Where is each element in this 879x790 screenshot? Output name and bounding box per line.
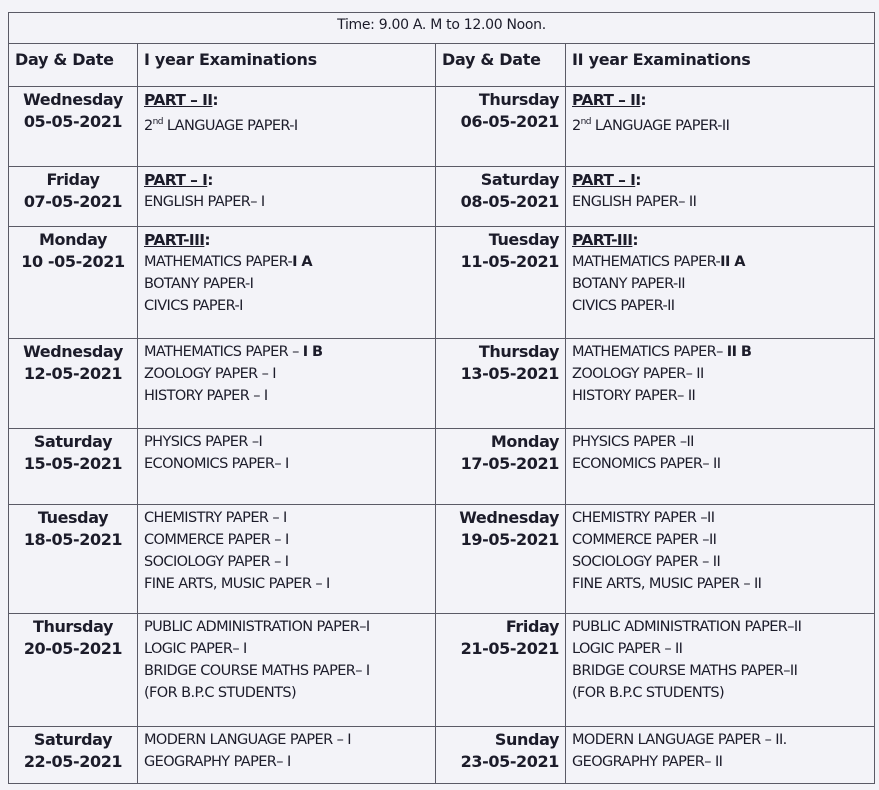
subject-line bbox=[144, 191, 429, 213]
subject-line bbox=[144, 638, 429, 660]
subject-line bbox=[572, 111, 868, 137]
subject-line bbox=[144, 682, 429, 704]
exam-subjects-cell bbox=[138, 167, 436, 227]
colon: : bbox=[632, 231, 639, 249]
subject-line bbox=[572, 229, 868, 251]
paper-code: II A bbox=[720, 254, 745, 270]
exam-date: 19-05-2021 bbox=[460, 530, 559, 549]
subject-text: GEOGRAPHY PAPER– I bbox=[144, 754, 291, 770]
paper-code: I A bbox=[292, 254, 313, 270]
exam-date-cell bbox=[9, 614, 138, 727]
subject-line bbox=[572, 507, 868, 529]
subject-line bbox=[144, 660, 429, 682]
table-row bbox=[9, 505, 875, 614]
subject-text: HISTORY PAPER– II bbox=[572, 388, 696, 404]
part-heading: PART-III bbox=[144, 231, 205, 249]
exam-date-cell bbox=[9, 727, 138, 784]
subject-line bbox=[572, 431, 868, 453]
exam-day: Sunday bbox=[494, 730, 559, 749]
exam-subjects-cell bbox=[566, 167, 875, 227]
subject-text: MATHEMATICS PAPER – bbox=[144, 344, 303, 360]
exam-day: Wednesday bbox=[23, 90, 123, 109]
exam-subjects-cell bbox=[138, 87, 436, 167]
exam-date-cell bbox=[9, 227, 138, 339]
subject-line bbox=[144, 295, 429, 317]
subject-line bbox=[572, 251, 868, 273]
exam-date: 18-05-2021 bbox=[23, 530, 123, 549]
exam-date: 06-05-2021 bbox=[460, 112, 559, 131]
subject-text: (FOR B.P.C STUDENTS) bbox=[572, 685, 725, 701]
subject-line bbox=[144, 251, 429, 273]
exam-subjects-cell bbox=[566, 227, 875, 339]
exam-date: 13-05-2021 bbox=[460, 364, 559, 383]
table-row bbox=[9, 614, 875, 727]
exam-date-cell bbox=[9, 429, 138, 505]
subject-line bbox=[572, 551, 868, 573]
header-day-date-1: Day & Date bbox=[9, 44, 138, 87]
exam-date: 11-05-2021 bbox=[460, 252, 559, 271]
exam-date: 17-05-2021 bbox=[460, 454, 559, 473]
exam-day: Friday bbox=[46, 170, 100, 189]
subject-text: LOGIC PAPER– I bbox=[144, 641, 247, 657]
exam-date: 12-05-2021 bbox=[23, 364, 123, 383]
subject-text: MATHEMATICS PAPER- bbox=[144, 254, 293, 270]
subject-line bbox=[572, 638, 868, 660]
exam-day: Thursday bbox=[478, 342, 559, 361]
exam-day: Thursday bbox=[32, 617, 114, 636]
subject-text: MODERN LANGUAGE PAPER – II. bbox=[572, 732, 787, 748]
subject-text: BOTANY PAPER-II bbox=[572, 276, 685, 292]
exam-subjects-cell bbox=[566, 505, 875, 614]
subject-text: ECONOMICS PAPER– II bbox=[572, 456, 721, 472]
part-heading: PART – II bbox=[572, 91, 641, 109]
subject-text: MATHEMATICS PAPER– bbox=[572, 344, 727, 360]
subject-line bbox=[144, 729, 429, 751]
exam-date: 22-05-2021 bbox=[23, 752, 123, 771]
subject-line bbox=[572, 729, 868, 751]
exam-date-cell bbox=[436, 614, 566, 727]
subject-text: CIVICS PAPER-II bbox=[572, 298, 675, 314]
exam-date-cell bbox=[436, 227, 566, 339]
exam-date-cell bbox=[9, 339, 138, 429]
subject-text: HISTORY PAPER – I bbox=[144, 388, 268, 404]
subject-line bbox=[144, 111, 429, 137]
exam-date: 08-05-2021 bbox=[460, 192, 559, 211]
subject-line bbox=[572, 573, 868, 595]
subject-text: FINE ARTS, MUSIC PAPER – I bbox=[144, 576, 330, 592]
exam-subjects-cell bbox=[138, 505, 436, 614]
subject-line bbox=[572, 295, 868, 317]
table-row bbox=[9, 87, 875, 167]
subject-text: MATHEMATICS PAPER- bbox=[572, 254, 721, 270]
subject-text: CHEMISTRY PAPER –II bbox=[572, 510, 715, 526]
subject-text: SOCIOLOGY PAPER – I bbox=[144, 554, 289, 570]
paper-code: I B bbox=[302, 344, 323, 360]
exam-day: Thursday bbox=[478, 90, 559, 109]
exam-day: Wednesday bbox=[23, 342, 123, 361]
subject-text: COMMERCE PAPER – I bbox=[144, 532, 289, 548]
exam-time: Time: 9.00 A. M to 12.00 Noon. bbox=[9, 13, 875, 44]
exam-date-cell bbox=[436, 505, 566, 614]
part-heading: PART-III bbox=[572, 231, 633, 249]
subject-line bbox=[144, 169, 429, 191]
table-row bbox=[9, 339, 875, 429]
subject-text: PHYSICS PAPER –I bbox=[144, 434, 263, 450]
exam-date: 20-05-2021 bbox=[23, 639, 123, 658]
subject-text: 2 bbox=[572, 117, 581, 134]
subject-line bbox=[144, 616, 429, 638]
exam-date: 07-05-2021 bbox=[23, 192, 123, 211]
subject-text: PUBLIC ADMINISTRATION PAPER–II bbox=[572, 619, 802, 635]
exam-day: Saturday bbox=[33, 730, 113, 749]
exam-subjects-cell bbox=[566, 87, 875, 167]
exam-day: Monday bbox=[490, 432, 559, 451]
subject-text: ECONOMICS PAPER– I bbox=[144, 456, 289, 472]
subject-line bbox=[572, 89, 868, 111]
subject-line bbox=[144, 89, 429, 111]
exam-date-cell bbox=[436, 167, 566, 227]
ordinal-suffix: nd bbox=[580, 117, 591, 127]
subject-line bbox=[572, 169, 868, 191]
subject-text: ZOOLOGY PAPER – I bbox=[144, 366, 276, 382]
exam-date-cell bbox=[436, 727, 566, 784]
table-row bbox=[9, 727, 875, 784]
part-heading: PART – I bbox=[572, 171, 636, 189]
exam-date-cell bbox=[9, 87, 138, 167]
exam-subjects-cell bbox=[566, 339, 875, 429]
subject-line bbox=[572, 616, 868, 638]
subject-text: LANGUAGE PAPER-II bbox=[590, 117, 730, 134]
colon: : bbox=[635, 171, 641, 189]
exam-date-cell bbox=[436, 87, 566, 167]
exam-subjects-cell bbox=[566, 614, 875, 727]
exam-subjects-cell bbox=[138, 727, 436, 784]
header-day-date-2: Day & Date bbox=[436, 44, 566, 87]
subject-text: ZOOLOGY PAPER– II bbox=[572, 366, 704, 382]
table-row bbox=[9, 167, 875, 227]
header-first-year: I year Examinations bbox=[138, 44, 436, 87]
subject-text: COMMERCE PAPER –II bbox=[572, 532, 717, 548]
exam-day: Friday bbox=[505, 617, 559, 636]
subject-line bbox=[572, 341, 868, 363]
colon: : bbox=[640, 91, 647, 109]
exam-subjects-cell bbox=[138, 339, 436, 429]
exam-day: Wednesday bbox=[459, 508, 559, 527]
subject-text: ENGLISH PAPER– I bbox=[144, 194, 265, 210]
colon: : bbox=[204, 231, 211, 249]
subject-text: BRIDGE COURSE MATHS PAPER–II bbox=[572, 663, 798, 679]
subject-line bbox=[144, 385, 429, 407]
subject-line bbox=[144, 529, 429, 551]
timetable bbox=[8, 12, 875, 784]
header-second-year: II year Examinations bbox=[566, 44, 875, 87]
subject-line bbox=[144, 507, 429, 529]
subject-line bbox=[144, 751, 429, 773]
timetable-body bbox=[9, 87, 875, 784]
subject-line bbox=[572, 453, 868, 475]
subject-text: BOTANY PAPER-I bbox=[144, 276, 254, 292]
subject-line bbox=[572, 363, 868, 385]
exam-subjects-cell bbox=[566, 429, 875, 505]
subject-text: 2 bbox=[144, 117, 153, 134]
exam-date: 23-05-2021 bbox=[460, 752, 559, 771]
subject-line bbox=[144, 573, 429, 595]
exam-subjects-cell bbox=[138, 614, 436, 727]
subject-line bbox=[144, 273, 429, 295]
exam-date: 10 -05-2021 bbox=[21, 252, 125, 271]
subject-text: LOGIC PAPER – II bbox=[572, 641, 683, 657]
subject-line bbox=[144, 551, 429, 573]
exam-day: Tuesday bbox=[488, 230, 559, 249]
colon: : bbox=[207, 171, 213, 189]
subject-text: PUBLIC ADMINISTRATION PAPER–I bbox=[144, 619, 370, 635]
exam-subjects-cell bbox=[138, 227, 436, 339]
subject-line bbox=[572, 682, 868, 704]
subject-line bbox=[572, 273, 868, 295]
subject-line bbox=[572, 385, 868, 407]
exam-date-cell bbox=[9, 505, 138, 614]
exam-day: Tuesday bbox=[37, 508, 109, 527]
subject-line bbox=[572, 529, 868, 551]
subject-line bbox=[144, 453, 429, 475]
exam-day: Monday bbox=[38, 230, 108, 249]
subject-text: MODERN LANGUAGE PAPER – I bbox=[144, 732, 351, 748]
exam-day: Saturday bbox=[33, 432, 113, 451]
subject-text: LANGUAGE PAPER-I bbox=[162, 117, 298, 134]
colon: : bbox=[212, 91, 219, 109]
subject-text: ENGLISH PAPER– II bbox=[572, 194, 697, 210]
subject-line bbox=[572, 751, 868, 773]
subject-line bbox=[144, 363, 429, 385]
ordinal-suffix: nd bbox=[152, 117, 163, 127]
exam-subjects-cell bbox=[566, 727, 875, 784]
part-heading: PART – I bbox=[144, 171, 208, 189]
paper-code: II B bbox=[726, 344, 752, 360]
subject-text: PHYSICS PAPER –II bbox=[572, 434, 694, 450]
exam-date: 21-05-2021 bbox=[460, 639, 559, 658]
table-row bbox=[9, 227, 875, 339]
subject-text: GEOGRAPHY PAPER– II bbox=[572, 754, 723, 770]
subject-text: CHEMISTRY PAPER – I bbox=[144, 510, 287, 526]
exam-date: 05-05-2021 bbox=[23, 112, 123, 131]
exam-date-cell bbox=[436, 339, 566, 429]
subject-text: FINE ARTS, MUSIC PAPER – II bbox=[572, 576, 762, 592]
table-row bbox=[9, 429, 875, 505]
subject-text: SOCIOLOGY PAPER – II bbox=[572, 554, 721, 570]
exam-date: 15-05-2021 bbox=[23, 454, 123, 473]
exam-date-cell bbox=[9, 167, 138, 227]
subject-line bbox=[144, 229, 429, 251]
subject-line bbox=[144, 431, 429, 453]
subject-text: (FOR B.P.C STUDENTS) bbox=[144, 685, 297, 701]
part-heading: PART – II bbox=[144, 91, 213, 109]
exam-date-cell bbox=[436, 429, 566, 505]
subject-line bbox=[144, 341, 429, 363]
subject-line bbox=[572, 191, 868, 213]
exam-day: Saturday bbox=[480, 170, 559, 189]
subject-line bbox=[572, 660, 868, 682]
subject-text: BRIDGE COURSE MATHS PAPER– I bbox=[144, 663, 370, 679]
subject-text: CIVICS PAPER-I bbox=[144, 298, 243, 314]
exam-subjects-cell bbox=[138, 429, 436, 505]
